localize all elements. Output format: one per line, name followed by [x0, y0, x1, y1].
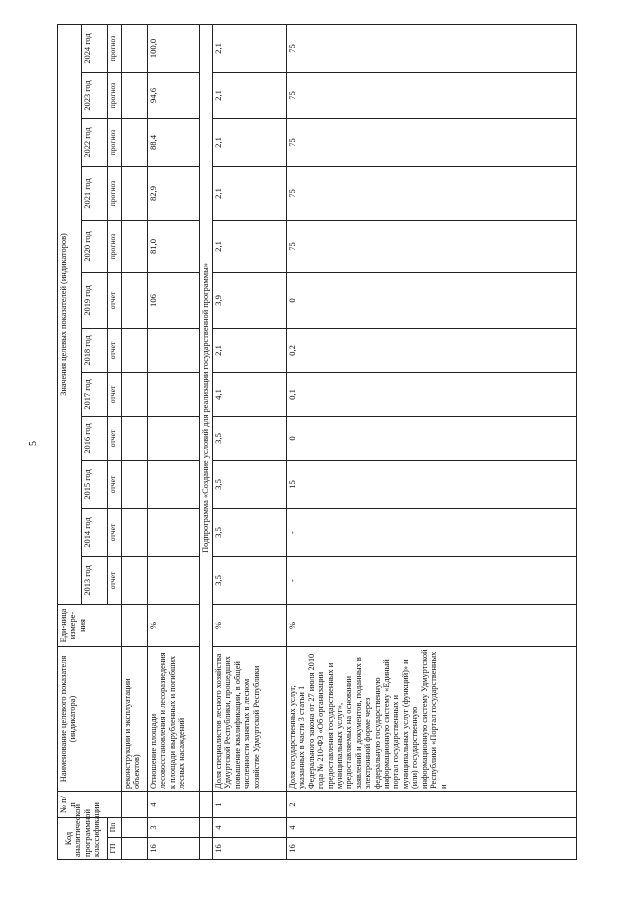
status-header: прогноз	[108, 24, 122, 72]
status-header: прогноз	[108, 167, 122, 221]
num-cell: 1	[213, 792, 287, 818]
value-cell: 75	[287, 221, 577, 273]
value-cell	[148, 557, 200, 605]
year-header: 2022 год	[82, 119, 108, 167]
table-row	[122, 24, 148, 859]
value-cell: 2,1	[213, 221, 287, 273]
year-header: 2019 год	[82, 273, 108, 329]
num-header: № п/п	[58, 792, 122, 818]
status-header: прогноз	[108, 73, 122, 119]
gp-cell	[122, 838, 148, 860]
value-cell: -	[287, 509, 577, 557]
num-cell: 2	[287, 792, 577, 818]
value-cell: 0	[287, 273, 577, 329]
status-header: отчет	[108, 509, 122, 557]
pp-header: Пп	[108, 818, 122, 838]
name-cell: Доля государственных услуг, указанных в части 3 статьи 1 Федерального закона от 27 июля 2010 года № 210-ФЗ «Об организации предоставления государственных и муниципальных услуг», предоставляемых на основании заявлений и документов, поданных в электронной форме через федеральную государственную информационную систему «Единый портал государственных и муниципальных услуг (функций)» и (или) государственную информационную систему Удмуртской Республики «Портал государственных и	[287, 647, 577, 792]
value-cell	[148, 461, 200, 509]
value-cell: 75	[287, 73, 577, 119]
rotated-table-stage	[57, 25, 612, 860]
value-cell: 2,1	[213, 119, 287, 167]
name-cell: Доля специалистов лесного хозяйства Удмуртской Республики, прошедших повышение квалификации, в общей численности занятых в лесном хозяйстве Удмуртской Республики	[213, 647, 287, 792]
value-cell	[148, 329, 200, 373]
value-cell	[148, 509, 200, 557]
num-cell: 4	[148, 792, 200, 818]
status-header: отчет	[108, 373, 122, 417]
table-row	[213, 24, 287, 859]
gp-cell: 16	[148, 838, 200, 860]
status-header: отчет	[108, 273, 122, 329]
value-cell: 15	[287, 461, 577, 509]
code-group-header: Код аналитической программной классификации	[58, 818, 108, 860]
unit-cell: %	[213, 605, 287, 647]
value-cell: 0	[287, 417, 577, 461]
value-cell: 75	[287, 24, 577, 72]
value-cell: 3,5	[213, 461, 287, 509]
pp-cell: 4	[213, 818, 287, 838]
value-cell: 4,1	[213, 373, 287, 417]
year-header: 2013 год	[82, 557, 108, 605]
value-cell: 75	[287, 119, 577, 167]
unit-cell	[122, 605, 148, 647]
unit-header: Еди-ница измере-ния	[58, 605, 122, 647]
status-header: отчет	[108, 557, 122, 605]
value-cell	[148, 417, 200, 461]
num-cell	[122, 792, 148, 818]
status-header: отчет	[108, 329, 122, 373]
value-cell: 81,0	[148, 221, 200, 273]
pp-cell: 4	[287, 818, 577, 838]
subprogram-title: Подпрограмма «Создание условий для реализации государственной программы»	[200, 24, 213, 791]
values-group-header: Значения целевых показателей (индикаторов)	[58, 24, 82, 604]
value-cell: 3,5	[213, 417, 287, 461]
indicators-table	[57, 24, 577, 860]
value-cell: 106	[148, 273, 200, 329]
name-header: Наименование целевого показателя (индикатора)	[58, 647, 122, 792]
table-row	[287, 24, 577, 859]
value-cell: 2,1	[213, 73, 287, 119]
gp-header: ГП	[108, 838, 122, 860]
year-header: 2014 год	[82, 509, 108, 557]
year-header: 2020 год	[82, 221, 108, 273]
value-cell	[148, 373, 200, 417]
page-number: 5	[28, 441, 39, 446]
pp-cell: 3	[148, 818, 200, 838]
value-cell: 3,9	[213, 273, 287, 329]
value-cell: 3,5	[213, 509, 287, 557]
status-header: отчет	[108, 461, 122, 509]
name-cell: Отношение площади лесовосстановления и лесоразведения к площади вырубленных и погибших лесных насаждений	[148, 647, 200, 792]
value-cell: 82,9	[148, 167, 200, 221]
value-cell: 94,6	[148, 73, 200, 119]
year-header: 2017 год	[82, 373, 108, 417]
value-cell: 0,1	[287, 373, 577, 417]
name-cell: реконструкции и эксплуатации объектов)	[122, 647, 148, 792]
year-header: 2023 год	[82, 73, 108, 119]
year-header: 2024 год	[82, 24, 108, 72]
value-cell: 2,1	[213, 167, 287, 221]
status-header: отчет	[108, 417, 122, 461]
year-header: 2016 год	[82, 417, 108, 461]
table-row	[148, 24, 200, 859]
pp-cell	[122, 818, 148, 838]
value-cell: 3,5	[213, 557, 287, 605]
unit-cell: %	[287, 605, 577, 647]
gp-cell: 16	[213, 838, 287, 860]
year-header: 2021 год	[82, 167, 108, 221]
gp-cell: 16	[287, 838, 577, 860]
unit-cell: %	[148, 605, 200, 647]
year-header: 2015 год	[82, 461, 108, 509]
value-cell: 75	[287, 167, 577, 221]
value-cell: -	[287, 557, 577, 605]
value-cell: 2,1	[213, 24, 287, 72]
value-cell: 2,1	[213, 329, 287, 373]
year-header: 2018 год	[82, 329, 108, 373]
value-cell: 100,0	[148, 24, 200, 72]
status-header: прогноз	[108, 221, 122, 273]
status-header: прогноз	[108, 119, 122, 167]
value-cell: 88,4	[148, 119, 200, 167]
subprogram-row	[200, 24, 213, 859]
value-cell: 0,2	[287, 329, 577, 373]
